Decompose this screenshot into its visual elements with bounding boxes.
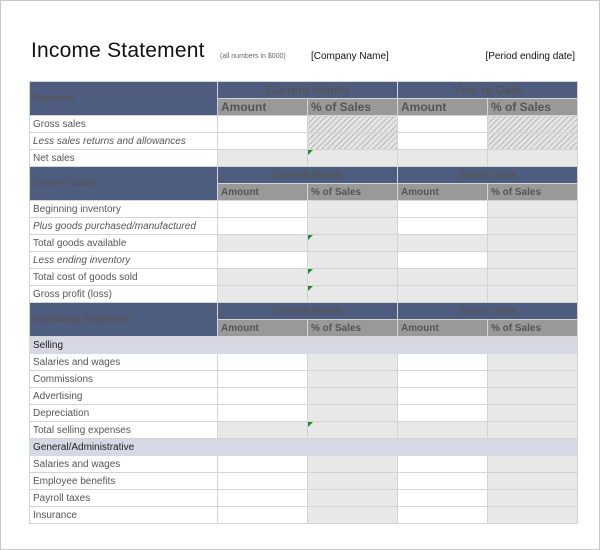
input-cell[interactable] xyxy=(398,388,488,405)
current-month-header: Current Month xyxy=(218,303,398,320)
units-note: (all numbers in $000) xyxy=(220,53,286,60)
input-cell[interactable] xyxy=(218,473,308,490)
row-label: Employee benefits xyxy=(30,473,218,490)
current-month-header: Current Month xyxy=(218,167,398,184)
selling-band xyxy=(30,337,578,354)
row-label: Plus goods purchased/manufactured xyxy=(30,218,218,235)
formula-cell[interactable] xyxy=(398,150,488,167)
formula-marker-icon xyxy=(308,269,313,274)
table-row xyxy=(30,456,578,473)
formula-cell[interactable] xyxy=(398,269,488,286)
hatched-cell xyxy=(488,133,578,150)
formula-marker-icon xyxy=(308,422,313,427)
row-label: Salaries and wages xyxy=(30,456,218,473)
formula-marker-icon xyxy=(308,286,313,291)
company-name-field[interactable]: [Company Name] xyxy=(311,51,389,62)
input-cell[interactable] xyxy=(218,116,308,133)
row-label: Beginning inventory xyxy=(30,201,218,218)
row-label: Gross profit (loss) xyxy=(30,286,218,303)
current-month-header: Current Month xyxy=(218,82,398,99)
cost-of-sales-group-header xyxy=(30,167,578,184)
input-cell[interactable] xyxy=(398,490,488,507)
revenue-section-title: Revenue xyxy=(30,82,218,116)
hatched-cell xyxy=(308,116,398,133)
formula-cell[interactable] xyxy=(488,201,578,218)
formula-cell[interactable] xyxy=(308,507,398,524)
input-cell[interactable] xyxy=(398,218,488,235)
general-admin-band xyxy=(30,439,578,456)
input-cell[interactable] xyxy=(398,473,488,490)
input-cell[interactable] xyxy=(398,371,488,388)
formula-cell[interactable] xyxy=(308,150,398,167)
amount-header: Amount xyxy=(398,184,488,201)
table-row xyxy=(30,371,578,388)
input-cell[interactable] xyxy=(218,388,308,405)
input-cell[interactable] xyxy=(218,371,308,388)
formula-cell[interactable] xyxy=(308,201,398,218)
input-cell[interactable] xyxy=(398,116,488,133)
hatched-cell xyxy=(308,133,398,150)
formula-cell[interactable] xyxy=(488,490,578,507)
table-row xyxy=(30,201,578,218)
pct-of-sales-header: % of Sales xyxy=(308,99,398,116)
input-cell[interactable] xyxy=(218,252,308,269)
table-row xyxy=(30,507,578,524)
formula-cell[interactable] xyxy=(488,456,578,473)
row-label: Total goods available xyxy=(30,235,218,252)
input-cell[interactable] xyxy=(218,133,308,150)
input-cell[interactable] xyxy=(398,456,488,473)
table-row xyxy=(30,218,578,235)
row-label: Net sales xyxy=(30,150,218,167)
table-row xyxy=(30,150,578,167)
table-row xyxy=(30,354,578,371)
hatched-cell xyxy=(488,116,578,133)
input-cell[interactable] xyxy=(218,456,308,473)
revenue-group-header xyxy=(30,82,578,99)
formula-cell[interactable] xyxy=(308,405,398,422)
formula-cell[interactable] xyxy=(308,456,398,473)
formula-cell[interactable] xyxy=(308,388,398,405)
row-label: Advertising xyxy=(30,388,218,405)
table-row xyxy=(30,473,578,490)
formula-cell[interactable] xyxy=(308,218,398,235)
input-cell[interactable] xyxy=(218,201,308,218)
formula-cell[interactable] xyxy=(398,235,488,252)
table-row xyxy=(30,269,578,286)
amount-header: Amount xyxy=(398,99,488,116)
formula-cell[interactable] xyxy=(488,507,578,524)
formula-cell[interactable] xyxy=(488,286,578,303)
year-to-date-header: Year to Date xyxy=(398,82,578,99)
formula-cell[interactable] xyxy=(488,422,578,439)
title-row xyxy=(31,39,575,69)
pct-of-sales-header: % of Sales xyxy=(488,184,578,201)
table-row xyxy=(30,286,578,303)
input-cell[interactable] xyxy=(398,405,488,422)
input-cell[interactable] xyxy=(398,252,488,269)
cost-of-sales-section-title: Cost of Sales xyxy=(30,167,218,201)
formula-cell[interactable] xyxy=(308,269,398,286)
formula-cell[interactable] xyxy=(308,422,398,439)
formula-cell[interactable] xyxy=(488,354,578,371)
table-row xyxy=(30,235,578,252)
row-label: Commissions xyxy=(30,371,218,388)
row-label: Gross sales xyxy=(30,116,218,133)
table-row xyxy=(30,133,578,150)
formula-cell[interactable] xyxy=(488,252,578,269)
page-title: Income Statement xyxy=(31,39,205,62)
formula-cell[interactable] xyxy=(488,269,578,286)
income-statement-table xyxy=(29,81,578,524)
row-label: Payroll taxes xyxy=(30,490,218,507)
input-cell[interactable] xyxy=(398,133,488,150)
formula-cell[interactable] xyxy=(308,490,398,507)
pct-of-sales-header: % of Sales xyxy=(308,184,398,201)
row-label: Depreciation xyxy=(30,405,218,422)
input-cell[interactable] xyxy=(398,201,488,218)
row-label: Salaries and wages xyxy=(30,354,218,371)
table-row xyxy=(30,116,578,133)
pct-of-sales-header: % of Sales xyxy=(488,320,578,337)
operating-expenses-section-title: Operating Expenses xyxy=(30,303,218,337)
formula-cell[interactable] xyxy=(488,371,578,388)
table-row xyxy=(30,490,578,507)
row-label: Total cost of goods sold xyxy=(30,269,218,286)
formula-cell[interactable] xyxy=(308,371,398,388)
formula-cell[interactable] xyxy=(308,235,398,252)
formula-cell[interactable] xyxy=(488,388,578,405)
general-admin-subsection-title: General/Administrative xyxy=(30,439,578,456)
period-ending-field[interactable]: [Period ending date] xyxy=(485,51,575,62)
input-cell[interactable] xyxy=(218,218,308,235)
input-cell[interactable] xyxy=(398,507,488,524)
formula-cell[interactable] xyxy=(218,235,308,252)
table-row xyxy=(30,422,578,439)
operating-expenses-group-header xyxy=(30,303,578,320)
formula-cell[interactable] xyxy=(488,405,578,422)
input-cell[interactable] xyxy=(218,354,308,371)
amount-header: Amount xyxy=(218,184,308,201)
input-cell[interactable] xyxy=(218,490,308,507)
formula-cell[interactable] xyxy=(218,422,308,439)
formula-cell[interactable] xyxy=(488,235,578,252)
formula-marker-icon xyxy=(308,150,313,155)
pct-of-sales-header: % of Sales xyxy=(308,320,398,337)
input-cell[interactable] xyxy=(218,405,308,422)
input-cell[interactable] xyxy=(218,507,308,524)
row-label: Insurance xyxy=(30,507,218,524)
formula-cell[interactable] xyxy=(308,473,398,490)
formula-cell[interactable] xyxy=(308,252,398,269)
row-label: Total selling expenses xyxy=(30,422,218,439)
formula-cell[interactable] xyxy=(398,286,488,303)
formula-cell[interactable] xyxy=(218,286,308,303)
table-row xyxy=(30,405,578,422)
formula-cell[interactable] xyxy=(308,286,398,303)
selling-subsection-title: Selling xyxy=(30,337,578,354)
formula-cell[interactable] xyxy=(218,269,308,286)
amount-header: Amount xyxy=(218,99,308,116)
year-to-date-header: Year to Date xyxy=(398,167,578,184)
row-label: Less sales returns and allowances xyxy=(30,133,218,150)
formula-cell[interactable] xyxy=(488,150,578,167)
formula-cell[interactable] xyxy=(398,422,488,439)
formula-cell[interactable] xyxy=(488,473,578,490)
formula-cell[interactable] xyxy=(308,354,398,371)
formula-cell[interactable] xyxy=(218,150,308,167)
amount-header: Amount xyxy=(218,320,308,337)
amount-header: Amount xyxy=(398,320,488,337)
row-label: Less ending inventory xyxy=(30,252,218,269)
pct-of-sales-header: % of Sales xyxy=(488,99,578,116)
table-row xyxy=(30,252,578,269)
formula-cell[interactable] xyxy=(488,218,578,235)
formula-marker-icon xyxy=(308,235,313,240)
year-to-date-header: Year to Date xyxy=(398,303,578,320)
input-cell[interactable] xyxy=(398,354,488,371)
table-row xyxy=(30,388,578,405)
